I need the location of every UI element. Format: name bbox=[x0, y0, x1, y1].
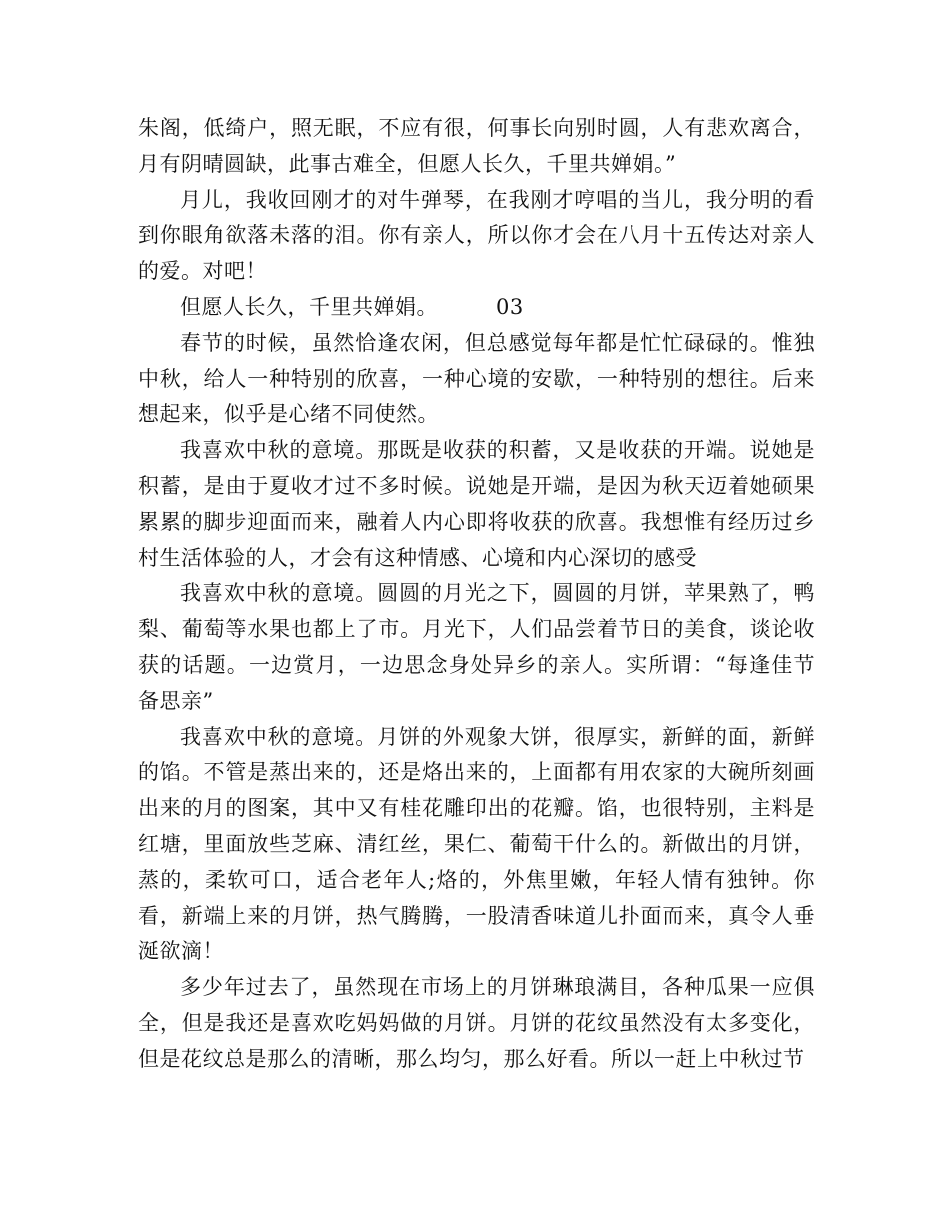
paragraph-4 bbox=[138, 326, 815, 433]
paragraph-7 bbox=[138, 720, 815, 971]
paragraph-text: 我喜欢中秋的意境。圆圆的月光之下，圆圆的月饼，苹果熟了，鸭梨、葡萄等水果也都上了市。月光下，人们品尝着节日的美食，谈论收获的话题。一边赏月，一边思念身处异乡的亲人。实所谓：“每逢佳节备思亲” bbox=[138, 581, 815, 713]
paragraph-text: 多少年过去了，虽然现在市场上的月饼琳琅满目，各种瓜果一应俱全，但是我还是喜欢吃妈妈做的月饼。月饼的花纹虽然没有太多变化，但是花纹总是那么的清晰，那么均匀，那么好看。所以一赶上中秋过节 bbox=[138, 975, 815, 1071]
paragraph-1 bbox=[138, 111, 815, 183]
paragraph-3 bbox=[138, 290, 815, 326]
paragraph-5 bbox=[138, 433, 815, 576]
paragraph-text: 春节的时候，虽然恰逢农闲，但总感觉每年都是忙忙碌碌的。惟独中秋，给人一种特别的欣喜，一种心境的安歇，一种特别的想往。后来想起来，似乎是心绪不同使然。 bbox=[138, 330, 815, 427]
paragraph-text: 我喜欢中秋的意境。那既是收获的积蓄，又是收获的开端。说她是积蓄，是由于夏收才过不多时候。说她是开端，是因为秋天迈着她硕果累累的脚步迎面而来，融着人内心即将收获的欣喜。我想惟有经历过乡村生活体验的人，才会有这种情感、心境和内心深切的感受 bbox=[138, 438, 815, 570]
paragraph-2 bbox=[138, 183, 815, 290]
paragraph-text: 我喜欢中秋的意境。月饼的外观象大饼，很厚实，新鲜的面，新鲜的馅。不管是蒸出来的，还是烙出来的，上面都有用农家的大碗所刻画出来的月的图案，其中又有桂花雕印出的花瓣。馅，也很特别，主料是红塘，里面放些芝麻、清红丝，果仁、葡萄干什么的。新做出的月饼，蒸的，柔软可口，适合老年人;烙的，外焦里嫩，年轻人情有独钟。你看，新端上来的月饼，热气腾腾，一股清香味道儿扑面而来，真令人垂涎欲滴！ bbox=[138, 724, 815, 964]
section-number: 03 bbox=[496, 294, 524, 319]
paragraph-6 bbox=[138, 576, 815, 719]
paragraph-text: 月儿，我收回刚才的对牛弹琴，在我刚才哼唱的当儿，我分明的看到你眼角欲落未落的泪。你有亲人，所以你才会在八月十五传达对亲人的爱。对吧！ bbox=[138, 187, 815, 284]
paragraph-text: 但愿人长久，千里共婵娟。 bbox=[180, 294, 438, 319]
document-body bbox=[138, 111, 815, 1078]
paragraph-text: 朱阁，低绮户，照无眠，不应有很，何事长向别时圆，人有悲欢离合，月有阴晴圆缺，此事古难全，但愿人长久，千里共婵娟。” bbox=[138, 116, 815, 176]
paragraph-8 bbox=[138, 970, 815, 1077]
